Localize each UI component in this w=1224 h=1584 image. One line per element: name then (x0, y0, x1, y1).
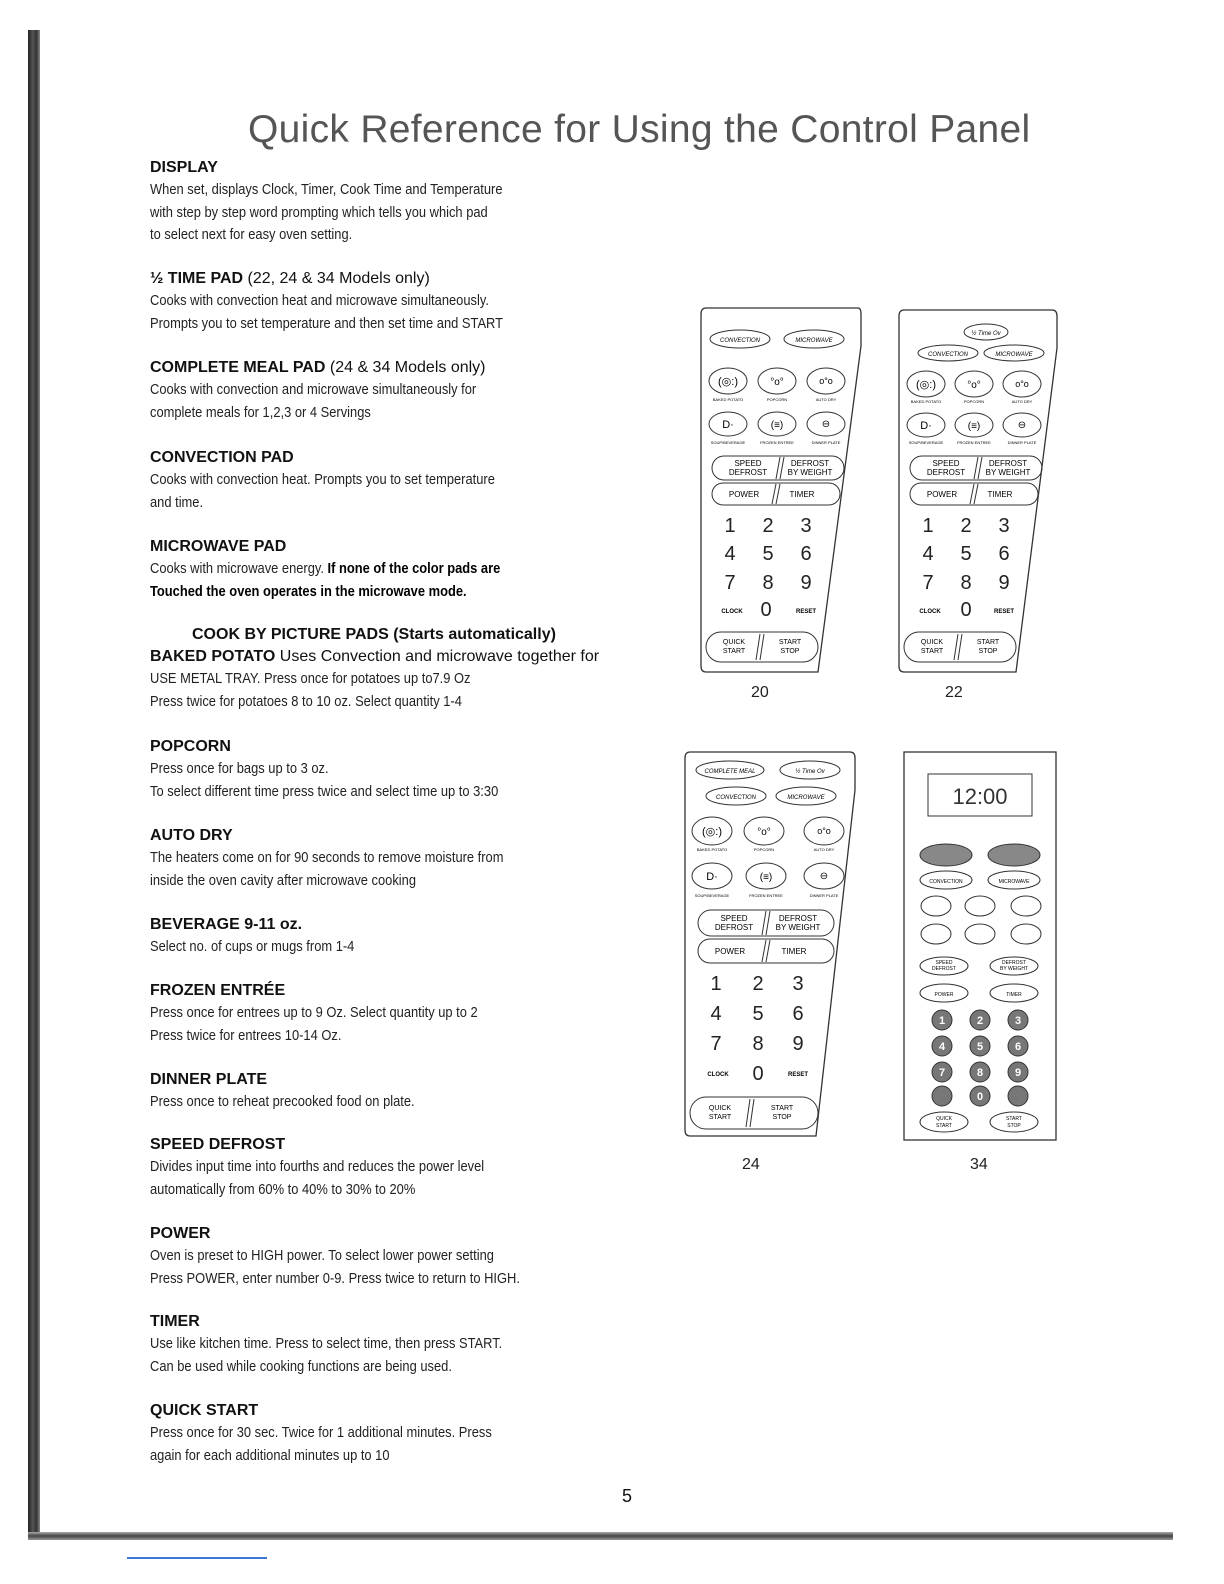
section-beverage (150, 914, 630, 959)
section-heading: QUICK START (150, 1402, 259, 1419)
svg-text:POWER: POWER (728, 490, 760, 499)
svg-text:AUTO DRY: AUTO DRY (1011, 399, 1033, 404)
beverage-pad[interactable] (921, 924, 951, 944)
svg-text:DINNER PLATE: DINNER PLATE (809, 893, 839, 898)
svg-text:½ Time Ov: ½ Time Ov (795, 769, 825, 775)
section-heading: POWER (150, 1225, 211, 1242)
number-keypad[interactable] (724, 515, 811, 621)
svg-text:QUICK: QUICK (708, 1105, 732, 1112)
svg-text:SPEED: SPEED (935, 960, 953, 966)
cup-icon: D· (706, 871, 718, 883)
popcorn-icon: °o° (967, 380, 981, 391)
reset-pad[interactable]: RESET (795, 609, 817, 615)
beverage-label: SOUP/BEVERAGE (710, 440, 746, 445)
svg-text:3: 3 (800, 515, 812, 537)
svg-text:STOP: STOP (978, 648, 998, 655)
section-popcorn (150, 736, 630, 803)
frozen-entree-label: FROZEN ENTREE (760, 440, 794, 445)
svg-text:SOUP/BEVERAGE: SOUP/BEVERAGE (908, 440, 944, 445)
reset-pad[interactable]: RESET (993, 609, 1015, 615)
section-half-time-pad (150, 268, 630, 335)
plate-icon: ⊖ (819, 871, 829, 882)
scan-edge-left (28, 30, 40, 1535)
svg-text:BAKED POTATO: BAKED POTATO (696, 847, 728, 852)
popcorn-pad[interactable] (965, 896, 995, 916)
svg-text:START: START (920, 648, 944, 655)
dinner-plate-label: DINNER PLATE (811, 440, 841, 445)
entree-icon: (≡) (759, 872, 773, 883)
popcorn-icon: °o° (770, 377, 784, 388)
section-body: Select no. of cups or mugs from 1-4 (150, 938, 355, 955)
svg-text:DEFROST: DEFROST (1002, 960, 1026, 966)
svg-text:BY WEIGHT: BY WEIGHT (775, 923, 821, 932)
section-heading: CONVECTION PAD (150, 449, 294, 466)
control-panel-22 (896, 308, 1062, 680)
dinner-plate-pad[interactable] (1011, 924, 1041, 944)
section-heading: POPCORN (150, 738, 231, 755)
auto-dry-icon: o°o (819, 376, 833, 386)
section-heading: COOK BY PICTURE PADS (Starts automatically) (192, 626, 556, 643)
auto-dry-label: AUTO DRY (815, 397, 837, 402)
svg-text:MICROWAVE: MICROWAVE (995, 352, 1033, 358)
svg-text:6: 6 (1014, 1041, 1022, 1053)
svg-text:START: START (770, 1105, 794, 1112)
svg-text:BY WEIGHT: BY WEIGHT (985, 468, 1031, 477)
section-body: Cooks with microwave energy. If none of the color pads are Touched the oven operates in the microwave mode. (150, 560, 501, 600)
popcorn-icon: °o° (757, 827, 771, 838)
svg-text:9: 9 (1014, 1067, 1022, 1079)
svg-text:POPCORN: POPCORN (753, 847, 775, 852)
section-heading: DISPLAY (150, 159, 218, 176)
page-number: 5 (622, 1486, 633, 1506)
svg-text:0: 0 (760, 599, 772, 621)
svg-text:POWER: POWER (926, 490, 958, 499)
section-body: Divides input time into fourths and reduces the power level automatically from 60% to 40% to 30% to 20% (150, 1158, 485, 1198)
section-heading: TIMER (150, 1313, 200, 1330)
section-baked-potato (150, 646, 630, 713)
svg-text:FROZEN ENTREE: FROZEN ENTREE (749, 893, 783, 898)
svg-text:TIMER: TIMER (1006, 992, 1022, 998)
section-body: USE METAL TRAY. Press once for potatoes up to7.9 Oz Press twice for potatoes 8 to 10 oz. Select quantity 1-4 (150, 670, 471, 710)
section-heading: SPEED DEFROST (150, 1136, 286, 1153)
section-heading: FROZEN ENTRÉE (150, 982, 286, 999)
complete-meal-pad[interactable] (920, 844, 972, 866)
clock-pad[interactable]: CLOCK (707, 1072, 729, 1078)
svg-text:6: 6 (800, 543, 812, 565)
svg-text:9: 9 (998, 572, 1010, 594)
section-body: Use like kitchen time. Press to select time, then press START. Can be used while cooking functions are being used. (150, 1335, 503, 1375)
section-heading: BEVERAGE 9-11 oz. (150, 916, 303, 933)
page-title: Quick Reference for Using the Control Panel (248, 108, 1031, 151)
svg-text:4: 4 (710, 1003, 722, 1025)
svg-text:SPEED: SPEED (720, 914, 748, 923)
svg-text:CONVECTION: CONVECTION (715, 795, 757, 801)
svg-text:DEFROST: DEFROST (778, 914, 818, 923)
panel-label-34: 34 (970, 1156, 988, 1173)
panel-label-22: 22 (945, 684, 963, 701)
baked-potato-icon: (◎:) (916, 379, 936, 391)
svg-text:DEFROST: DEFROST (790, 459, 830, 468)
section-microwave-pad (150, 536, 630, 603)
entree-icon: (≡) (770, 420, 784, 431)
section-heading: MICROWAVE PAD (150, 538, 287, 555)
svg-text:POWER: POWER (714, 947, 746, 956)
svg-text:AUTO DRY: AUTO DRY (813, 847, 835, 852)
svg-text:8: 8 (752, 1033, 764, 1055)
svg-text:DINNER PLATE: DINNER PLATE (1007, 440, 1037, 445)
svg-text:4: 4 (938, 1041, 946, 1053)
svg-text:QUICK: QUICK (722, 639, 746, 646)
svg-text:COMPLETE MEAL: COMPLETE MEAL (704, 769, 756, 775)
section-heading: BAKED POTATO Uses Convection and microwave together for (150, 648, 600, 665)
svg-text:5: 5 (976, 1041, 984, 1053)
auto-dry-icon: o°o (1015, 379, 1029, 389)
svg-text:START: START (722, 648, 746, 655)
baked-potato-pad[interactable] (921, 896, 951, 916)
section-timer (150, 1311, 630, 1378)
svg-text:4: 4 (922, 543, 934, 565)
svg-text:7: 7 (724, 572, 736, 594)
section-body: When set, displays Clock, Timer, Cook Time and Temperature with step by step word prompting which tells you which pad to select next for easy oven setting. (150, 181, 503, 243)
svg-text:START: START (708, 1114, 732, 1121)
section-heading: AUTO DRY (150, 827, 233, 844)
control-panel-34 (902, 750, 1058, 1142)
clock-pad[interactable]: CLOCK (919, 609, 941, 615)
cup-icon: D· (722, 419, 734, 431)
svg-text:STOP: STOP (772, 1114, 792, 1121)
plate-icon: ⊖ (821, 419, 831, 430)
panel-label-24: 24 (742, 1156, 760, 1173)
svg-text:2: 2 (762, 515, 774, 537)
svg-text:DEFROST: DEFROST (988, 459, 1028, 468)
baked-potato-icon: (◎:) (702, 826, 722, 838)
section-quick-start (150, 1400, 630, 1467)
cup-icon: D· (920, 420, 932, 432)
svg-text:QUICK: QUICK (920, 639, 944, 646)
svg-text:0: 0 (976, 1091, 984, 1103)
display-time: 12:00 (952, 784, 1008, 809)
svg-text:7: 7 (938, 1067, 946, 1079)
svg-text:STOP: STOP (780, 648, 800, 655)
svg-text:DEFROST: DEFROST (926, 468, 966, 477)
control-panel-20 (698, 306, 864, 680)
svg-text:1: 1 (724, 515, 736, 537)
svg-text:6: 6 (792, 1003, 804, 1025)
section-power (150, 1223, 630, 1290)
svg-text:SPEED: SPEED (734, 459, 762, 468)
svg-text:5: 5 (762, 543, 774, 565)
svg-text:8: 8 (976, 1067, 984, 1079)
svg-text:2: 2 (960, 515, 972, 537)
svg-text:DEFROST: DEFROST (728, 468, 768, 477)
svg-text:POPCORN: POPCORN (963, 399, 985, 404)
svg-text:0: 0 (752, 1063, 764, 1085)
blue-underline (127, 1557, 267, 1559)
svg-text:CONVECTION: CONVECTION (927, 352, 969, 358)
svg-text:5: 5 (752, 1003, 764, 1025)
svg-text:MICROWAVE: MICROWAVE (787, 795, 825, 801)
svg-text:DEFROST: DEFROST (932, 966, 956, 972)
section-body: Press once to reheat precooked food on plate. (150, 1093, 415, 1110)
section-cook-by-picture (150, 624, 630, 646)
svg-text:SOUP/BEVERAGE: SOUP/BEVERAGE (694, 893, 730, 898)
svg-text:3: 3 (1014, 1015, 1022, 1027)
number-keypad[interactable] (710, 973, 803, 1085)
svg-text:QUICK: QUICK (936, 1116, 952, 1122)
section-dinner-plate (150, 1069, 630, 1114)
section-body: Press once for entrees up to 9 Oz. Select quantity up to 2 Press twice for entrees 10-14 Oz. (150, 1004, 478, 1044)
section-heading: ½ TIME PAD (22, 24 & 34 Models only) (150, 270, 430, 287)
entree-icon: (≡) (967, 421, 981, 432)
svg-text:CONVECTION: CONVECTION (929, 879, 963, 885)
section-body: Press once for 30 sec. Twice for 1 additional minutes. Press again for each additional minutes up to 10 (150, 1424, 492, 1464)
control-panel-24 (682, 750, 858, 1140)
section-complete-meal-pad (150, 357, 630, 424)
svg-text:2: 2 (752, 973, 764, 995)
svg-text:SPEED: SPEED (932, 459, 960, 468)
svg-text:STOP: STOP (1007, 1123, 1021, 1129)
auto-dry-pad[interactable] (1011, 896, 1041, 916)
svg-text:FROZEN ENTREE: FROZEN ENTREE (957, 440, 991, 445)
svg-text:6: 6 (998, 543, 1010, 565)
svg-text:START: START (976, 639, 1000, 646)
popcorn-label: POPCORN (766, 397, 788, 402)
svg-text:4: 4 (724, 543, 736, 565)
svg-text:TIMER: TIMER (987, 490, 1013, 499)
svg-text:START: START (1006, 1116, 1022, 1122)
svg-text:7: 7 (710, 1033, 722, 1055)
svg-text:BY WEIGHT: BY WEIGHT (787, 468, 833, 477)
section-body: Cooks with convection heat. Prompts you to set temperature and time. (150, 471, 495, 511)
svg-text:9: 9 (792, 1033, 804, 1055)
section-body: Oven is preset to HIGH power. To select lower power setting Press POWER, enter number 0-9. Press twice to return to HIGH. (150, 1247, 520, 1287)
section-convection-pad (150, 447, 630, 514)
reset-pad[interactable]: RESET (787, 1072, 809, 1078)
frozen-entree-pad[interactable] (965, 924, 995, 944)
svg-text:TIMER: TIMER (789, 490, 815, 499)
section-frozen-entree (150, 980, 630, 1047)
section-body: Cooks with convection heat and microwave simultaneously. Prompts you to set temperature and then set time and START (150, 292, 504, 332)
baked-potato-label: BAKED POTATO (712, 397, 744, 402)
svg-text:POWER: POWER (934, 992, 954, 998)
svg-text:START: START (778, 639, 802, 646)
number-keypad[interactable] (922, 515, 1009, 621)
svg-text:1: 1 (938, 1015, 946, 1027)
section-body: Press once for bags up to 3 oz. To select different time press twice and select time up to 3:30 (150, 760, 499, 800)
plate-icon: ⊖ (1017, 420, 1027, 431)
svg-text:BY WEIGHT: BY WEIGHT (1000, 966, 1028, 972)
panel-label-20: 20 (751, 684, 769, 701)
section-heading: DINNER PLATE (150, 1071, 268, 1088)
svg-text:7: 7 (922, 572, 934, 594)
microwave-label: MICROWAVE (795, 338, 833, 344)
half-time-pad[interactable] (988, 844, 1040, 866)
svg-text:8: 8 (762, 572, 774, 594)
svg-text:0: 0 (960, 599, 972, 621)
svg-text:DEFROST: DEFROST (714, 923, 754, 932)
section-heading: COMPLETE MEAL PAD (24 & 34 Models only) (150, 359, 486, 376)
section-auto-dry (150, 825, 630, 892)
section-body: The heaters come on for 90 seconds to remove moisture from inside the oven cavity after microwave cooking (150, 849, 504, 889)
section-display (150, 157, 630, 247)
svg-text:1: 1 (922, 515, 934, 537)
convection-label: CONVECTION (719, 338, 761, 344)
start-stop-pad[interactable] (990, 1112, 1038, 1132)
svg-text:BAKED POTATO: BAKED POTATO (910, 399, 942, 404)
svg-text:1: 1 (710, 973, 722, 995)
baked-potato-icon: (◎:) (718, 376, 738, 388)
svg-text:8: 8 (960, 572, 972, 594)
svg-text:TIMER: TIMER (781, 947, 807, 956)
svg-text:2: 2 (976, 1015, 984, 1027)
clock-pad[interactable]: CLOCK (721, 609, 743, 615)
svg-text:3: 3 (998, 515, 1010, 537)
quick-start-pad[interactable] (920, 1112, 968, 1132)
svg-text:3: 3 (792, 973, 804, 995)
section-speed-defrost (150, 1134, 630, 1201)
svg-text:9: 9 (800, 572, 812, 594)
svg-text:START: START (936, 1123, 952, 1129)
svg-text:5: 5 (960, 543, 972, 565)
auto-dry-icon: o°o (817, 826, 831, 836)
scan-edge-bottom (28, 1532, 1173, 1540)
section-body: Cooks with convection and microwave simultaneously for complete meals for 1,2,3 or 4 Servings (150, 381, 477, 421)
svg-text:½ Time Ov: ½ Time Ov (971, 331, 1001, 337)
svg-text:MICROWAVE: MICROWAVE (998, 879, 1030, 885)
